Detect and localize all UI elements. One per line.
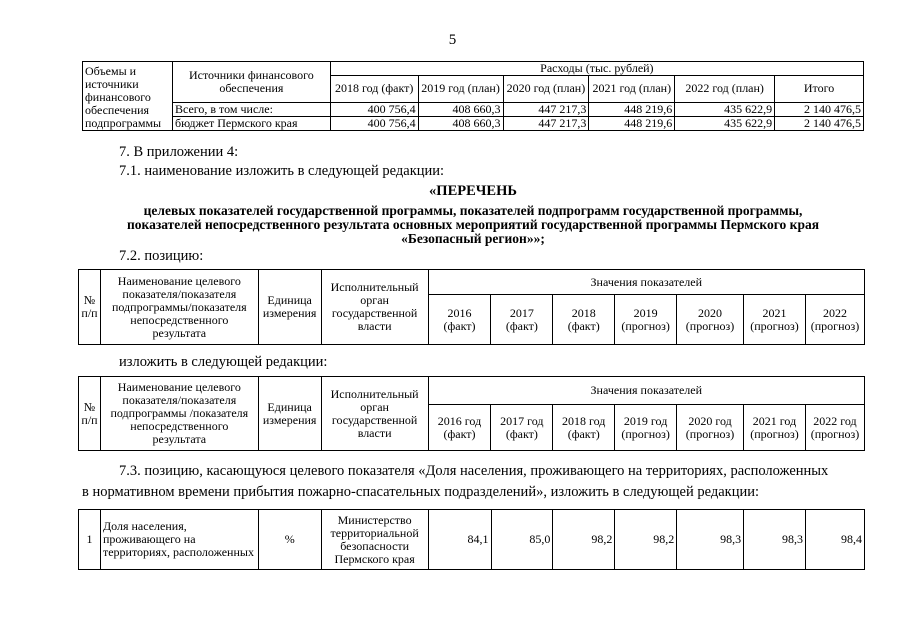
budget-cell: 408 660,3	[418, 116, 503, 130]
row-no: 1	[79, 510, 101, 570]
year-header: 2019 год (прогноз)	[615, 405, 677, 451]
budget-year-header: 2019 год (план)	[418, 76, 503, 102]
budget-cell: 400 756,4	[330, 116, 418, 130]
year-header: 2021 (прогноз)	[744, 295, 806, 345]
table-row	[83, 102, 864, 116]
year-header: 2018 (факт)	[553, 295, 615, 345]
col-values-header: Значения показателей	[428, 270, 864, 295]
row-value: 98,2	[553, 510, 615, 570]
col-executor-header: Исполнительный орган государственной власти	[321, 377, 428, 451]
budget-year-header: 2020 год (план)	[503, 76, 589, 102]
col-values-header: Значения показателей	[428, 377, 864, 405]
row-value: 84,1	[428, 510, 491, 570]
row-value: 98,3	[744, 510, 806, 570]
row-executor: Министерство территориальной безопасности Пермского края	[321, 510, 428, 570]
budget-cell: 448 219,6	[589, 102, 675, 116]
budget-sources-header: Источники финансового обеспечения	[172, 62, 330, 103]
budget-cell: 435 622,9	[675, 102, 775, 116]
item-7-1-text: 7.1. наименование изложить в следующей редакции:	[119, 163, 445, 179]
budget-year-header: 2021 год (план)	[589, 76, 675, 102]
budget-row-label: Всего, в том числе:	[172, 102, 330, 116]
item-7-3-line-2: в нормативном времени прибытия пожарно-спасательных подразделений», изложить в следующей редакции:	[82, 484, 760, 500]
table-row	[83, 116, 864, 130]
page-number: 5	[448, 32, 457, 48]
col-unit-header: Единица измерения	[258, 377, 321, 451]
col-unit-header: Единица измерения	[258, 270, 321, 345]
budget-row-label: бюджет Пермского края	[172, 116, 330, 130]
item-7-text: 7. В приложении 4:	[119, 144, 239, 160]
row-name: Доля населения, проживающего на территориях, расположенных	[100, 510, 258, 570]
col-no-header: № п/п	[79, 270, 101, 345]
budget-cell: 447 217,3	[503, 116, 589, 130]
row-unit: %	[258, 510, 321, 570]
budget-cell: 2 140 476,5	[775, 116, 864, 130]
heading-line-2: целевых показателей государственной программы, показателей подпрограмм государственной программы,	[143, 203, 803, 218]
budget-table	[82, 61, 864, 131]
row-value: 98,3	[677, 510, 744, 570]
year-header: 2022 год (прогноз)	[805, 405, 864, 451]
restate-text: изложить в следующей редакции:	[119, 354, 328, 370]
indicator-row-table	[78, 509, 865, 570]
year-header: 2017 год (факт)	[491, 405, 553, 451]
budget-cell: 2 140 476,5	[775, 102, 864, 116]
indicator-table-new	[78, 376, 865, 451]
budget-year-header: 2018 год (факт)	[330, 76, 418, 102]
budget-volumes-header: Объемы и источники финансового обеспечения подпрограммы	[83, 62, 173, 131]
budget-total-header: Итого	[775, 76, 864, 102]
budget-expenses-header: Расходы (тыс. рублей)	[330, 62, 863, 76]
budget-cell: 448 219,6	[589, 116, 675, 130]
col-no-header: № п/п	[79, 377, 101, 451]
year-header: 2022 (прогноз)	[805, 295, 864, 345]
budget-cell: 435 622,9	[675, 116, 775, 130]
col-executor-header: Исполнительный орган государственной власти	[321, 270, 428, 345]
year-header: 2018 год (факт)	[553, 405, 615, 451]
heading-line-4: «Безопасный регион»»;	[401, 231, 545, 246]
item-7-3-line-1: 7.3. позицию, касающуюся целевого показателя «Доля населения, проживающего на территориях, расположенных	[119, 463, 829, 479]
budget-year-header: 2022 год (план)	[675, 76, 775, 102]
budget-cell: 447 217,3	[503, 102, 589, 116]
row-value: 85,0	[491, 510, 553, 570]
table-row	[79, 510, 865, 570]
indicator-table-old	[78, 269, 865, 345]
row-value: 98,4	[806, 510, 865, 570]
row-value: 98,2	[615, 510, 677, 570]
year-header: 2020 (прогноз)	[677, 295, 744, 345]
year-header: 2019 (прогноз)	[615, 295, 677, 345]
year-header: 2021 год (прогноз)	[744, 405, 806, 451]
year-header: 2020 год (прогноз)	[677, 405, 744, 451]
year-header: 2017 (факт)	[491, 295, 553, 345]
heading-line-1: «ПЕРЕЧЕНЬ	[429, 183, 517, 199]
col-name-header: Наименование целевого показателя/показателя подпрограммы /показателя непосредственного результата	[100, 377, 258, 451]
budget-cell: 408 660,3	[418, 102, 503, 116]
col-name-header: Наименование целевого показателя/показателя подпрограммы/показателя непосредственного результата	[100, 270, 258, 345]
item-7-2-text: 7.2. позицию:	[119, 248, 204, 264]
year-header: 2016 (факт)	[428, 295, 491, 345]
budget-cell: 400 756,4	[330, 102, 418, 116]
heading-line-3: показателей непосредственного результата основных мероприятий государственной программы Пермского края	[126, 217, 820, 232]
year-header: 2016 год (факт)	[428, 405, 491, 451]
